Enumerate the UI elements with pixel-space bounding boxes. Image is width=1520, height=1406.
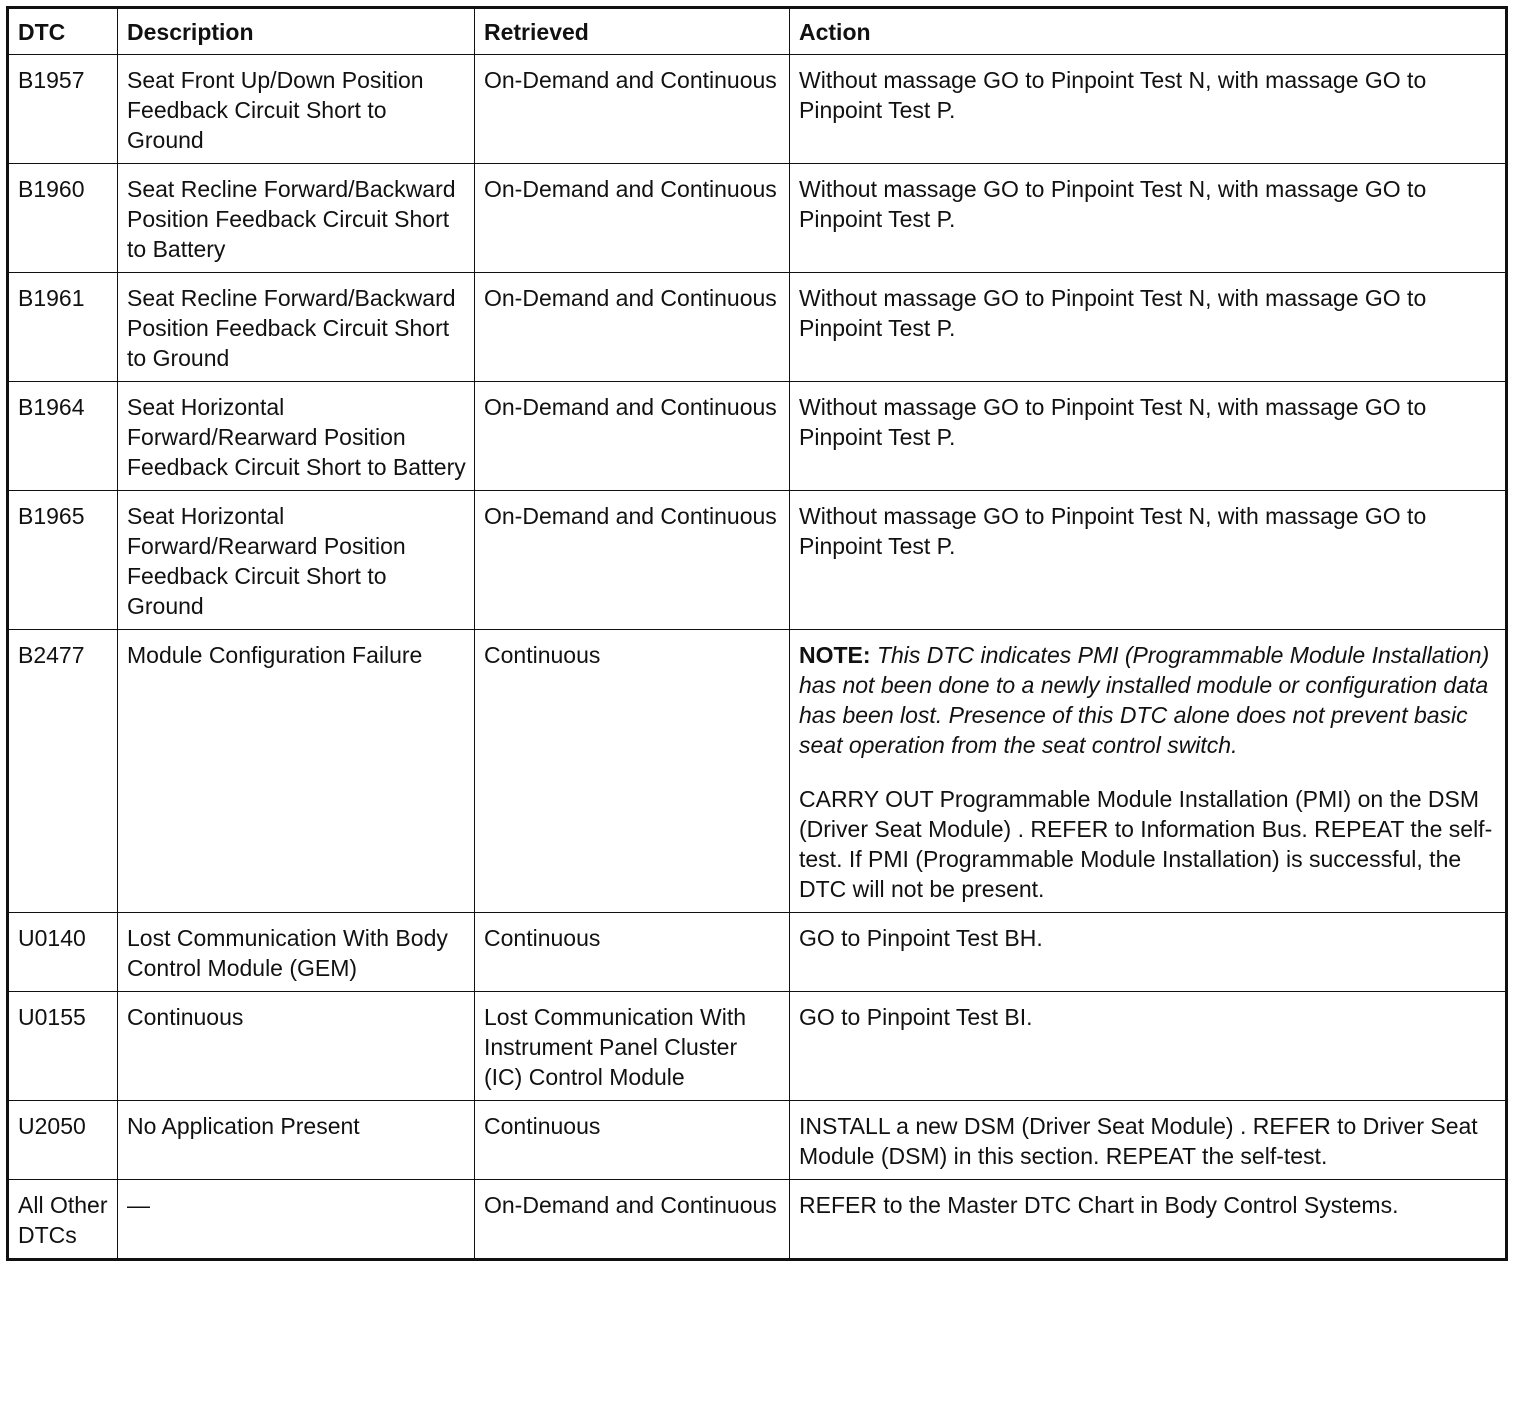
header-row [8,8,1507,55]
cell-dtc: All Other DTCs [8,1180,118,1260]
cell-retrieved: Continuous [475,1101,790,1180]
cell-action: Without massage GO to Pinpoint Test N, with massage GO to Pinpoint Test P. [790,273,1507,382]
header-description: Description [118,8,475,55]
cell-action: GO to Pinpoint Test BI. [790,992,1507,1101]
cell-dtc: B2477 [8,630,118,913]
note-label: NOTE: [799,642,871,668]
note-text: This DTC indicates PMI (Programmable Module Installation) has not been done to a newly installed module or configuration data has been lost. Presence of this DTC alone does not prevent basic seat operation from the seat control switch. [799,642,1490,758]
table-row [8,992,1507,1101]
cell-retrieved: On-Demand and Continuous [475,382,790,491]
cell-dtc: U0140 [8,913,118,992]
header-action: Action [790,8,1507,55]
cell-dtc: B1960 [8,164,118,273]
header-retrieved: Retrieved [475,8,790,55]
cell-action: Without massage GO to Pinpoint Test N, with massage GO to Pinpoint Test P. [790,55,1507,164]
cell-dtc: B1964 [8,382,118,491]
table-row [8,55,1507,164]
cell-retrieved: Continuous [475,630,790,913]
cell-description: — [118,1180,475,1260]
cell-description: Lost Communication With Body Control Module (GEM) [118,913,475,992]
table-row [8,913,1507,992]
table-row [8,382,1507,491]
dtc-table [6,6,1508,1261]
cell-dtc: U0155 [8,992,118,1101]
cell-dtc: B1957 [8,55,118,164]
dtc-table-container [6,6,1508,1261]
cell-retrieved: On-Demand and Continuous [475,273,790,382]
cell-description: Module Configuration Failure [118,630,475,913]
note-block [799,640,1497,760]
table-row [8,630,1507,913]
cell-action [790,630,1507,913]
cell-description: Seat Horizontal Forward/Rearward Position Feedback Circuit Short to Battery [118,382,475,491]
cell-retrieved: On-Demand and Continuous [475,1180,790,1260]
table-row [8,491,1507,630]
table-row [8,1180,1507,1260]
cell-action: Without massage GO to Pinpoint Test N, with massage GO to Pinpoint Test P. [790,491,1507,630]
cell-action: GO to Pinpoint Test BH. [790,913,1507,992]
table-row [8,273,1507,382]
cell-action: INSTALL a new DSM (Driver Seat Module) . REFER to Driver Seat Module (DSM) in this section. REPEAT the self-test. [790,1101,1507,1180]
cell-description: Seat Horizontal Forward/Rearward Position Feedback Circuit Short to Ground [118,491,475,630]
cell-retrieved: On-Demand and Continuous [475,491,790,630]
cell-description: Continuous [118,992,475,1101]
cell-description: Seat Recline Forward/Backward Position Feedback Circuit Short to Ground [118,273,475,382]
cell-action: REFER to the Master DTC Chart in Body Control Systems. [790,1180,1507,1260]
cell-dtc: U2050 [8,1101,118,1180]
cell-retrieved: Continuous [475,913,790,992]
cell-action: Without massage GO to Pinpoint Test N, with massage GO to Pinpoint Test P. [790,164,1507,273]
cell-retrieved: On-Demand and Continuous [475,55,790,164]
header-dtc: DTC [8,8,118,55]
cell-retrieved: On-Demand and Continuous [475,164,790,273]
action-text: CARRY OUT Programmable Module Installation (PMI) on the DSM (Driver Seat Module) . REFER to Information Bus. REPEAT the self-test. If PMI (Programmable Module Installation) is successful, the DTC will not be present. [799,786,1493,902]
cell-retrieved: Lost Communication With Instrument Panel Cluster (IC) Control Module [475,992,790,1101]
cell-description: Seat Front Up/Down Position Feedback Circuit Short to Ground [118,55,475,164]
table-row [8,164,1507,273]
cell-description: Seat Recline Forward/Backward Position Feedback Circuit Short to Battery [118,164,475,273]
cell-description: No Application Present [118,1101,475,1180]
cell-action: Without massage GO to Pinpoint Test N, with massage GO to Pinpoint Test P. [790,382,1507,491]
cell-dtc: B1965 [8,491,118,630]
table-row [8,1101,1507,1180]
cell-dtc: B1961 [8,273,118,382]
